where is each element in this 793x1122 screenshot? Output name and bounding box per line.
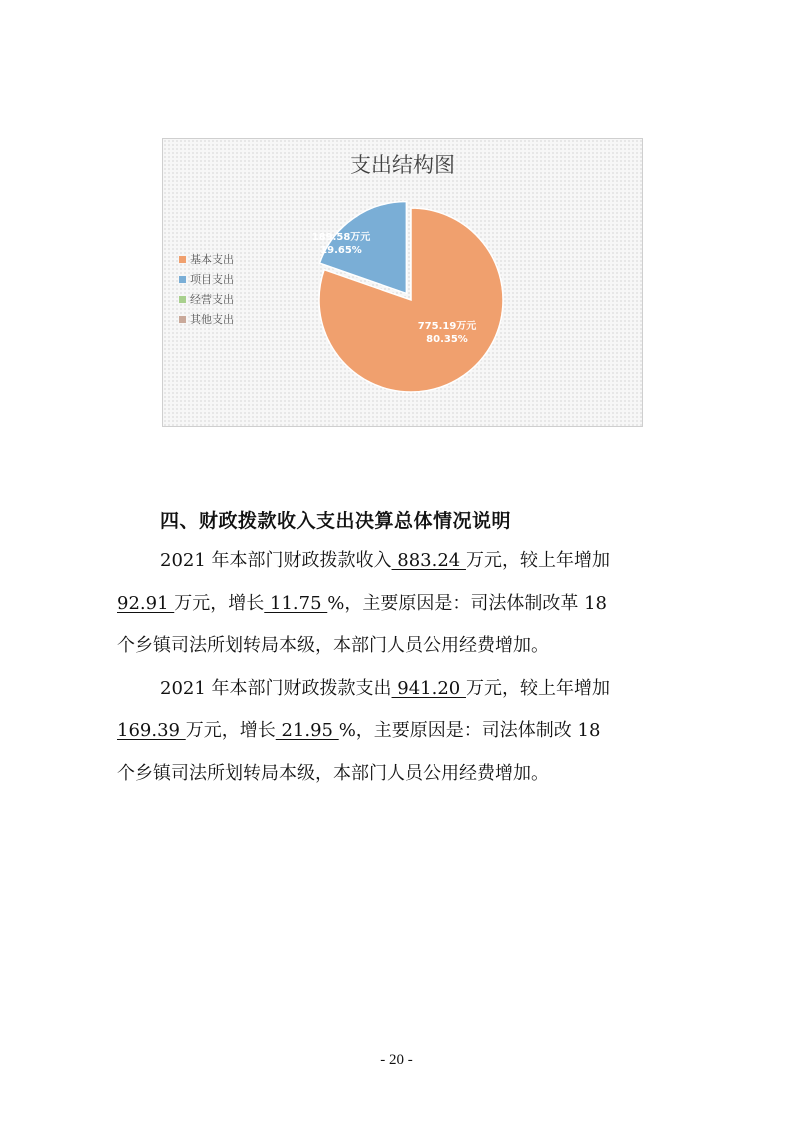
para2-expense-value: 941.20: [391, 678, 466, 699]
legend-label-basic: 基本支出: [190, 253, 234, 266]
legend-label-operating: 经营支出: [190, 293, 234, 306]
data-label-basic-amount: 775.19万元: [417, 321, 477, 332]
legend-label-other: 其他支出: [190, 313, 234, 326]
para1-growth-rate: 11.75: [264, 593, 328, 614]
para1-line1: [160, 548, 610, 574]
para2-line1: [160, 676, 610, 702]
para1-text-growth: 万元，增长: [174, 593, 265, 614]
para1-text-a: 2021 年本部门财政拨款收入: [160, 550, 392, 571]
para2-increase-value: 169.39: [117, 720, 186, 741]
chart-title: 支出结构图: [350, 153, 455, 177]
legend-label-project: 项目支出: [190, 273, 234, 286]
para1-text-reason: %，主要原因是：司法体制改革 18: [327, 593, 607, 614]
para2-line2: [117, 718, 600, 744]
para1-increase-value: 92.91: [117, 593, 175, 614]
para2-text-growth: 万元，增长: [185, 720, 276, 741]
page-number: - 20 -: [380, 1052, 413, 1068]
para1-text-c: 万元，较上年增加: [465, 550, 610, 571]
para1-text-line3: 个乡镇司法所划转局本级，本部门人员公用经费增加。: [117, 635, 549, 656]
para1-line2: [117, 591, 607, 617]
para2-text-c: 万元，较上年增加: [465, 678, 610, 699]
chart-container: [162, 138, 643, 427]
pie-chart: [163, 139, 644, 428]
para2-text-reason: %，主要原因是：司法体制改 18: [338, 720, 601, 741]
para1-line3: [117, 633, 549, 659]
data-label-basic-percent: 80.35%: [426, 334, 468, 345]
para2-line3: [117, 761, 549, 787]
para2-growth-rate: 21.95: [275, 720, 339, 741]
data-label-project-amount: 189.58万元: [311, 232, 371, 243]
para2-text-a: 2021 年本部门财政拨款支出: [160, 678, 392, 699]
data-label-project-percent: 19.65%: [320, 245, 362, 256]
para1-income-value: 883.24: [391, 550, 466, 571]
para2-text-line3: 个乡镇司法所划转局本级，本部门人员公用经费增加。: [117, 763, 549, 784]
section-heading: 四、财政拨款收入支出决算总体情况说明: [160, 510, 512, 532]
